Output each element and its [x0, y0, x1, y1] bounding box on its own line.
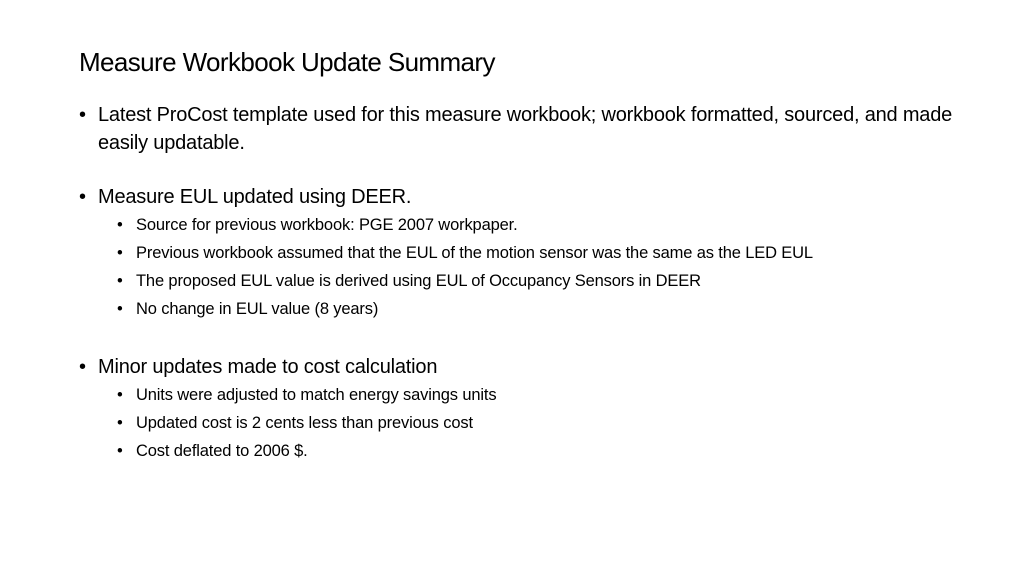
- sub-bullet-icon: •: [117, 244, 123, 262]
- sub-bullet-item: [79, 437, 959, 465]
- sub-bullet-text: Updated cost is 2 cents less than previous cost: [136, 414, 473, 432]
- sub-bullet-text: The proposed EUL value is derived using EUL of Occupancy Sensors in DEER: [136, 272, 701, 290]
- bullet-icon: •: [79, 186, 86, 208]
- bullet-text: Measure EUL updated using DEER.: [98, 186, 412, 208]
- sub-bullet-icon: •: [117, 216, 123, 234]
- sub-bullet-item: [79, 295, 959, 323]
- sub-bullet-text: No change in EUL value (8 years): [136, 300, 379, 318]
- slide-title: Measure Workbook Update Summary: [79, 47, 495, 77]
- bullet-text: Latest ProCost template used for this measure workbook; workbook formatted, sourced, and made easily updatable.: [98, 104, 953, 154]
- sub-bullet-text: Cost deflated to 2006 $.: [136, 442, 308, 460]
- sub-bullet-item: [79, 267, 959, 295]
- slide-content: [79, 101, 959, 465]
- sub-bullet-icon: •: [117, 442, 123, 460]
- sub-bullet-item: [79, 381, 959, 409]
- sub-bullet-text: Previous workbook assumed that the EUL of the motion sensor was the same as the LED EUL: [136, 244, 813, 262]
- sub-bullet-text: Units were adjusted to match energy savings units: [136, 386, 497, 404]
- sub-bullet-icon: •: [117, 272, 123, 290]
- bullet-text: Minor updates made to cost calculation: [98, 356, 438, 378]
- bullet-item: [79, 353, 959, 381]
- sub-bullet-icon: •: [117, 414, 123, 432]
- sub-bullet-item: [79, 409, 959, 437]
- sub-bullet-icon: •: [117, 386, 123, 404]
- sub-bullet-item: [79, 239, 959, 267]
- bullet-icon: •: [79, 104, 86, 126]
- sub-bullet-item: [79, 211, 959, 239]
- bullet-item: [79, 183, 959, 211]
- sub-bullet-text: Source for previous workbook: PGE 2007 workpaper.: [136, 216, 518, 234]
- bullet-icon: •: [79, 356, 86, 378]
- sub-bullet-icon: •: [117, 300, 123, 318]
- bullet-item: [79, 101, 959, 157]
